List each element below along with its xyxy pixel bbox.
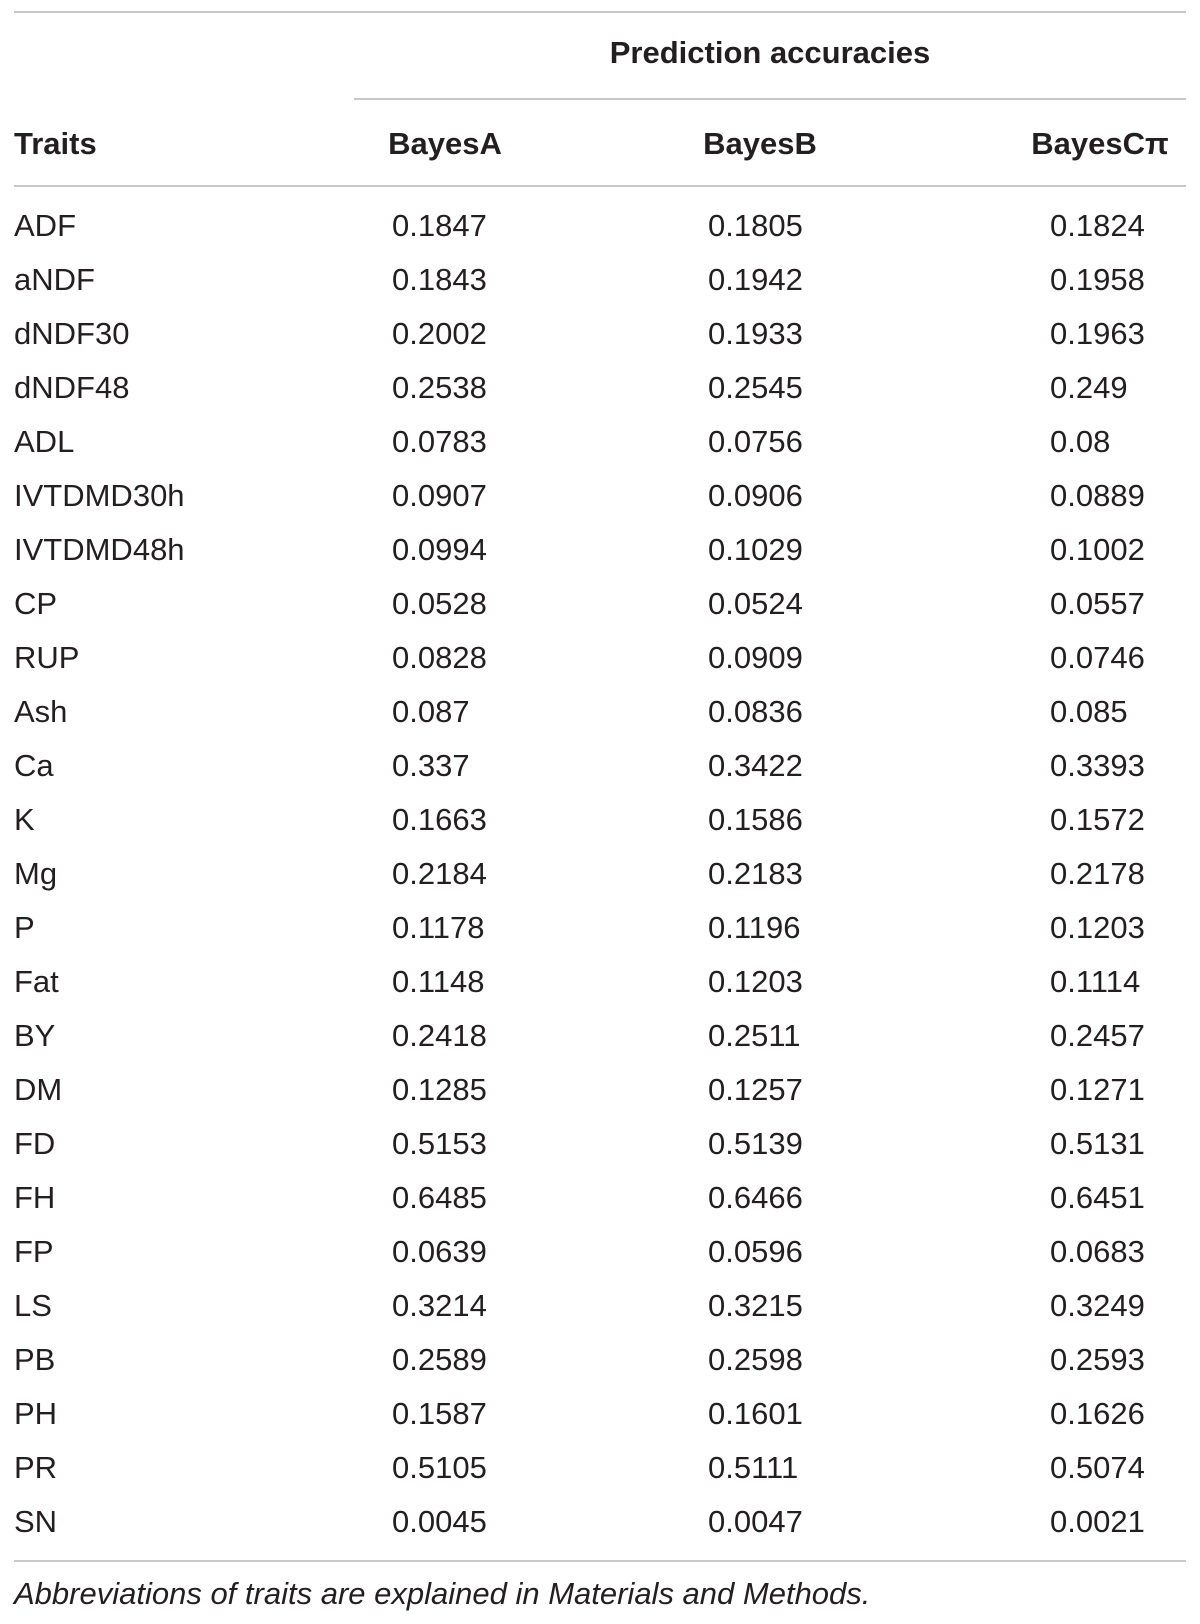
bayesb-cell: 0.1933 bbox=[708, 316, 803, 351]
column-header-bayesb: BayesB bbox=[703, 126, 817, 161]
bayescpi-cell: 0.249 bbox=[1050, 370, 1128, 405]
bayescpi-cell: 0.1626 bbox=[1050, 1396, 1145, 1431]
bayesa-cell: 0.0994 bbox=[392, 532, 487, 567]
table-row bbox=[0, 253, 1200, 307]
bayesb-cell: 0.3422 bbox=[708, 748, 803, 783]
bayescpi-cell: 0.08 bbox=[1050, 424, 1111, 459]
bayesb-cell: 0.5111 bbox=[708, 1450, 799, 1485]
bayesa-cell: 0.1178 bbox=[392, 910, 485, 945]
table-row bbox=[0, 577, 1200, 631]
table-row bbox=[0, 793, 1200, 847]
bayesa-cell: 0.0907 bbox=[392, 478, 487, 513]
column-header-bayescpi: BayesCπ bbox=[1031, 126, 1169, 161]
trait-cell: DM bbox=[14, 1072, 63, 1107]
table-row bbox=[0, 523, 1200, 577]
trait-cell: FH bbox=[14, 1180, 56, 1215]
bayesa-cell: 0.5105 bbox=[392, 1450, 487, 1485]
column-header-bayesa: BayesA bbox=[388, 126, 502, 161]
bayescpi-cell: 0.1002 bbox=[1050, 532, 1145, 567]
table-row bbox=[0, 1387, 1200, 1441]
bayesa-cell: 0.5153 bbox=[392, 1126, 487, 1161]
bayesb-cell: 0.0906 bbox=[708, 478, 803, 513]
bayescpi-cell: 0.2178 bbox=[1050, 856, 1145, 891]
bayesb-cell: 0.1805 bbox=[708, 208, 803, 243]
bayesa-cell: 0.087 bbox=[392, 694, 470, 729]
bayesa-cell: 0.2002 bbox=[392, 316, 487, 351]
header-bottom-rule bbox=[14, 185, 1186, 187]
bayescpi-cell: 0.0683 bbox=[1050, 1234, 1145, 1269]
bayesa-cell: 0.2589 bbox=[392, 1342, 487, 1377]
table-body bbox=[0, 199, 1200, 1549]
bayesb-cell: 0.1196 bbox=[708, 910, 801, 945]
trait-cell: CP bbox=[14, 586, 58, 621]
group-header-prediction-accuracies: Prediction accuracies bbox=[609, 35, 931, 70]
bayesb-cell: 0.6466 bbox=[708, 1180, 803, 1215]
bayescpi-cell: 0.1963 bbox=[1050, 316, 1145, 351]
table-row bbox=[0, 361, 1200, 415]
bayesb-cell: 0.0047 bbox=[708, 1504, 803, 1539]
table-row bbox=[0, 1441, 1200, 1495]
bayescpi-cell: 0.0021 bbox=[1050, 1504, 1145, 1539]
bayescpi-cell: 0.0746 bbox=[1050, 640, 1145, 675]
bayesb-cell: 0.1601 bbox=[708, 1396, 803, 1431]
bayescpi-cell: 0.1824 bbox=[1050, 208, 1145, 243]
bayesa-cell: 0.0828 bbox=[392, 640, 487, 675]
bayesa-cell: 0.3214 bbox=[392, 1288, 487, 1323]
bayesa-cell: 0.0783 bbox=[392, 424, 487, 459]
table-row bbox=[0, 1333, 1200, 1387]
column-header-traits: Traits bbox=[14, 126, 97, 161]
bayesa-cell: 0.0045 bbox=[392, 1504, 487, 1539]
table-row bbox=[0, 847, 1200, 901]
bayesa-cell: 0.2538 bbox=[392, 370, 487, 405]
bayesa-cell: 0.1847 bbox=[392, 208, 487, 243]
bayescpi-cell: 0.0889 bbox=[1050, 478, 1145, 513]
trait-cell: Mg bbox=[14, 856, 58, 891]
trait-cell: IVTDMD48h bbox=[14, 532, 185, 567]
trait-cell: IVTDMD30h bbox=[14, 478, 185, 513]
table-row bbox=[0, 1117, 1200, 1171]
bayescpi-cell: 0.2457 bbox=[1050, 1018, 1145, 1053]
trait-cell: PR bbox=[14, 1450, 58, 1485]
trait-cell: LS bbox=[14, 1288, 52, 1323]
bayescpi-cell: 0.1203 bbox=[1050, 910, 1145, 945]
bayesa-cell: 0.2184 bbox=[392, 856, 487, 891]
bayesb-cell: 0.3215 bbox=[708, 1288, 803, 1323]
table-row bbox=[0, 1009, 1200, 1063]
bayesa-cell: 0.1843 bbox=[392, 262, 487, 297]
trait-cell: P bbox=[14, 910, 35, 945]
bayesa-cell: 0.1587 bbox=[392, 1396, 487, 1431]
table-row bbox=[0, 901, 1200, 955]
table-row bbox=[0, 685, 1200, 739]
trait-cell: Ca bbox=[14, 748, 54, 783]
table-row bbox=[0, 469, 1200, 523]
bayesa-cell: 0.6485 bbox=[392, 1180, 487, 1215]
trait-cell: PB bbox=[14, 1342, 56, 1377]
trait-cell: FP bbox=[14, 1234, 54, 1269]
trait-cell: FD bbox=[14, 1126, 56, 1161]
table-top-rule bbox=[14, 11, 1186, 13]
trait-cell: dNDF30 bbox=[14, 316, 130, 351]
bayesb-cell: 0.1029 bbox=[708, 532, 803, 567]
trait-cell: ADL bbox=[14, 424, 75, 459]
trait-cell: ADF bbox=[14, 208, 76, 243]
bayescpi-cell: 0.1114 bbox=[1050, 964, 1141, 999]
bayescpi-cell: 0.6451 bbox=[1050, 1180, 1145, 1215]
bayesb-cell: 0.5139 bbox=[708, 1126, 803, 1161]
bayesb-cell: 0.2598 bbox=[708, 1342, 803, 1377]
bayescpi-cell: 0.3393 bbox=[1050, 748, 1145, 783]
table-bottom-rule bbox=[14, 1560, 1186, 1562]
bayesb-cell: 0.0909 bbox=[708, 640, 803, 675]
table-row bbox=[0, 1495, 1200, 1549]
bayescpi-cell: 0.1958 bbox=[1050, 262, 1145, 297]
bayescpi-cell: 0.085 bbox=[1050, 694, 1128, 729]
bayesb-cell: 0.1203 bbox=[708, 964, 803, 999]
bayescpi-cell: 0.1572 bbox=[1050, 802, 1145, 837]
trait-cell: RUP bbox=[14, 640, 80, 675]
table-row bbox=[0, 955, 1200, 1009]
table-row bbox=[0, 307, 1200, 361]
bayesa-cell: 0.1285 bbox=[392, 1072, 487, 1107]
bayescpi-cell: 0.1271 bbox=[1050, 1072, 1145, 1107]
table-footnote: Abbreviations of traits are explained in Materials and Methods. bbox=[14, 1576, 871, 1611]
group-header-rule bbox=[354, 98, 1186, 100]
bayesa-cell: 0.1663 bbox=[392, 802, 487, 837]
bayesb-cell: 0.2545 bbox=[708, 370, 803, 405]
bayesb-cell: 0.1942 bbox=[708, 262, 803, 297]
trait-cell: K bbox=[14, 802, 35, 837]
bayesa-cell: 0.0528 bbox=[392, 586, 487, 621]
table-row bbox=[0, 1063, 1200, 1117]
table-row bbox=[0, 1279, 1200, 1333]
bayesa-cell: 0.0639 bbox=[392, 1234, 487, 1269]
bayesb-cell: 0.1586 bbox=[708, 802, 803, 837]
trait-cell: BY bbox=[14, 1018, 56, 1053]
bayesb-cell: 0.0836 bbox=[708, 694, 803, 729]
table-row bbox=[0, 1171, 1200, 1225]
bayesb-cell: 0.1257 bbox=[708, 1072, 803, 1107]
table-row bbox=[0, 1225, 1200, 1279]
bayescpi-cell: 0.5074 bbox=[1050, 1450, 1145, 1485]
bayesa-cell: 0.2418 bbox=[392, 1018, 487, 1053]
trait-cell: aNDF bbox=[14, 262, 95, 297]
trait-cell: dNDF48 bbox=[14, 370, 130, 405]
trait-cell: SN bbox=[14, 1504, 58, 1539]
bayesb-cell: 0.0524 bbox=[708, 586, 803, 621]
bayesb-cell: 0.0596 bbox=[708, 1234, 803, 1269]
bayescpi-cell: 0.3249 bbox=[1050, 1288, 1145, 1323]
table-row bbox=[0, 739, 1200, 793]
bayesb-cell: 0.2183 bbox=[708, 856, 803, 891]
bayesb-cell: 0.2511 bbox=[708, 1018, 801, 1053]
trait-cell: Ash bbox=[14, 694, 68, 729]
bayescpi-cell: 0.2593 bbox=[1050, 1342, 1145, 1377]
table-row bbox=[0, 415, 1200, 469]
bayesa-cell: 0.1148 bbox=[392, 964, 485, 999]
trait-cell: PH bbox=[14, 1396, 58, 1431]
bayescpi-cell: 0.0557 bbox=[1050, 586, 1145, 621]
table-row bbox=[0, 631, 1200, 685]
table-row bbox=[0, 199, 1200, 253]
bayescpi-cell: 0.5131 bbox=[1050, 1126, 1145, 1161]
bayesa-cell: 0.337 bbox=[392, 748, 470, 783]
bayesb-cell: 0.0756 bbox=[708, 424, 803, 459]
trait-cell: Fat bbox=[14, 964, 59, 999]
